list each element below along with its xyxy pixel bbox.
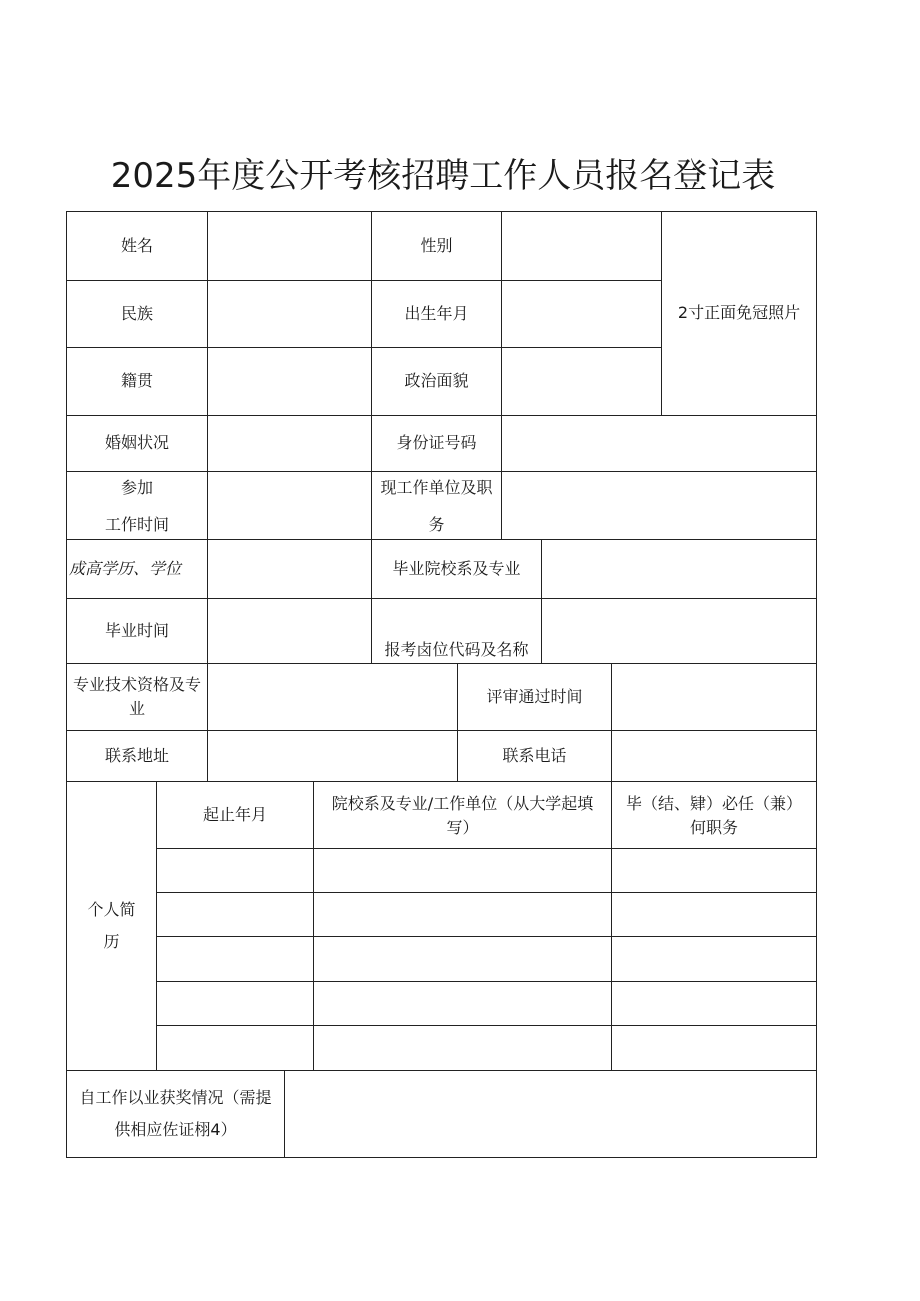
resume-header-school: 院校系及专业/工作单位（从大学起填 写）	[313, 781, 612, 849]
label-grad-time: 毕业时间	[66, 598, 208, 664]
resume-row-3-role[interactable]	[611, 936, 817, 982]
resume-row-1-dates[interactable]	[156, 848, 314, 893]
label-degree: 成高学历、学位	[66, 539, 208, 599]
resume-row-1-role[interactable]	[611, 848, 817, 893]
label-phone: 联系电话	[457, 730, 612, 782]
field-qualification[interactable]	[207, 663, 458, 731]
field-id-number[interactable]	[501, 415, 817, 472]
field-work-start[interactable]	[207, 471, 372, 540]
resume-row-5-role[interactable]	[611, 1025, 817, 1071]
label-name: 姓名	[66, 211, 208, 281]
label-gender: 性别	[371, 211, 502, 281]
resume-row-3-dates[interactable]	[156, 936, 314, 982]
label-political-status: 政治面貌	[371, 347, 502, 416]
resume-row-2-role[interactable]	[611, 892, 817, 937]
label-marital-status: 婚姻状况	[66, 415, 208, 472]
label-review-time: 评审通过时间	[457, 663, 612, 731]
field-awards[interactable]	[284, 1070, 817, 1158]
label-address: 联系地址	[66, 730, 208, 782]
resume-row-2-school[interactable]	[313, 892, 612, 937]
resume-row-2-dates[interactable]	[156, 892, 314, 937]
field-birth[interactable]	[501, 280, 662, 348]
label-id-number: 身份证号码	[371, 415, 502, 472]
field-address[interactable]	[207, 730, 458, 782]
field-name[interactable]	[207, 211, 372, 281]
resume-row-5-dates[interactable]	[156, 1025, 314, 1071]
field-marital-status[interactable]	[207, 415, 372, 472]
resume-row-4-school[interactable]	[313, 981, 612, 1026]
field-position-code[interactable]	[541, 598, 817, 664]
label-qualification: 专业技术资格及专 业	[66, 663, 208, 731]
field-native-place[interactable]	[207, 347, 372, 416]
field-gender[interactable]	[501, 211, 662, 281]
label-current-unit: 现工作单位及职 务	[371, 471, 502, 540]
field-phone[interactable]	[611, 730, 817, 782]
label-school-major: 毕业院校系及专业	[371, 539, 542, 599]
label-work-start: 参加 工作时间	[66, 471, 208, 540]
label-ethnicity: 民族	[66, 280, 208, 348]
label-awards: 自工作以业获奖情况（需提 供相应佐证栩4）	[66, 1070, 285, 1158]
form-title: 2025年度公开考核招聘工作人员报名登记表	[110, 156, 776, 196]
field-political-status[interactable]	[501, 347, 662, 416]
label-resume: 个人简 历	[66, 781, 157, 1071]
resume-header-dates: 起止年月	[156, 781, 314, 849]
resume-row-3-school[interactable]	[313, 936, 612, 982]
field-school-major[interactable]	[541, 539, 817, 599]
photo-box[interactable]: 2寸正面免冠照片	[661, 211, 817, 416]
label-position-code: 报考卤位代码及名称	[371, 598, 542, 664]
label-native-place: 籍贯	[66, 347, 208, 416]
field-degree[interactable]	[207, 539, 372, 599]
field-current-unit[interactable]	[501, 471, 817, 540]
field-review-time[interactable]	[611, 663, 817, 731]
field-ethnicity[interactable]	[207, 280, 372, 348]
resume-row-5-school[interactable]	[313, 1025, 612, 1071]
resume-header-role: 毕（结、肄）必任（兼） 何职务	[611, 781, 817, 849]
resume-row-1-school[interactable]	[313, 848, 612, 893]
field-grad-time[interactable]	[207, 598, 372, 664]
resume-row-4-dates[interactable]	[156, 981, 314, 1026]
resume-row-4-role[interactable]	[611, 981, 817, 1026]
label-birth: 出生年月	[371, 280, 502, 348]
